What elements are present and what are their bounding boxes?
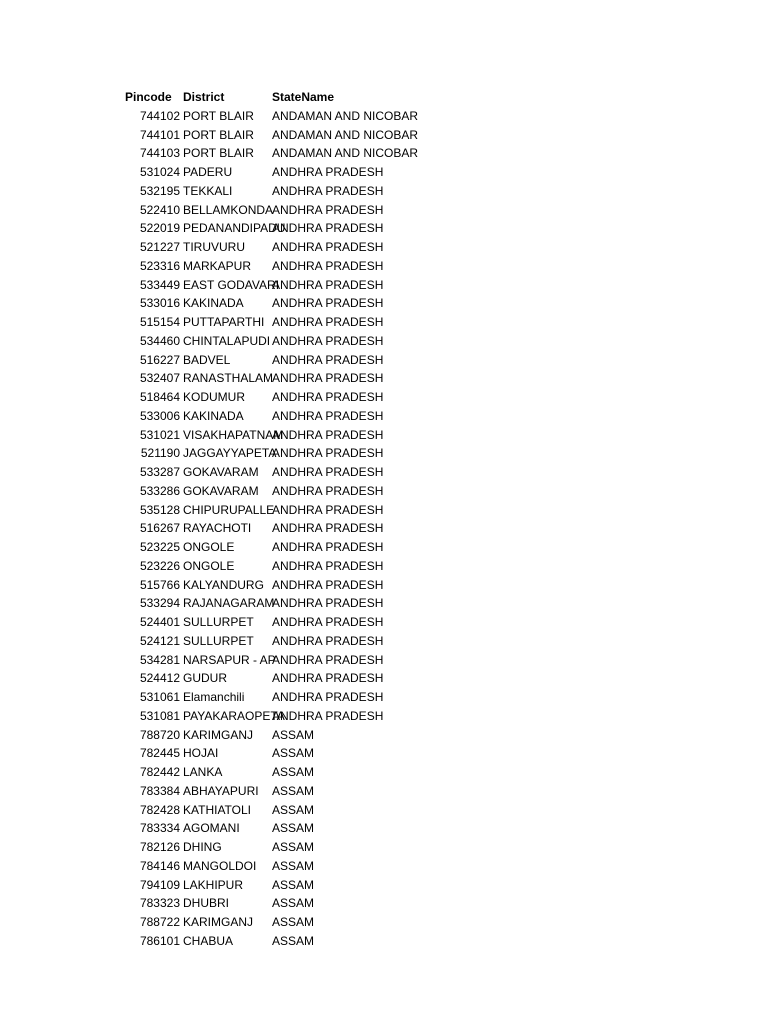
district-cell: HOJAI [183, 746, 219, 761]
pincode-cell: 533286 [139, 483, 180, 498]
statename-cell: ASSAM [272, 765, 315, 779]
district-cell: EAST GODAVARI [183, 277, 280, 292]
district-cell: DHING [183, 840, 222, 854]
statename-cell: ASSAM [272, 821, 315, 836]
statename-cell: ANDHRA PRADESH [272, 446, 384, 461]
pincode-cell: 783323 [139, 896, 180, 911]
table-row [0, 632, 768, 651]
table-row [0, 388, 768, 407]
statename-cell: ANDHRA PRADESH [272, 296, 384, 311]
statename-cell: ANDHRA PRADESH [272, 540, 384, 554]
statename-cell: ASSAM [272, 858, 315, 873]
pincode-cell: 524412 [139, 671, 180, 686]
table-row [0, 726, 768, 745]
statename-cell: ANDHRA PRADESH [272, 165, 384, 179]
table-row [0, 763, 768, 782]
table-row [0, 744, 768, 763]
statename-cell: ASSAM [272, 727, 315, 742]
table-row [0, 519, 768, 538]
statename-cell: ANDHRA PRADESH [272, 371, 384, 386]
table-row [0, 594, 768, 613]
pincode-cell: 524121 [139, 633, 180, 648]
district-cell: KODUMUR [183, 390, 245, 404]
statename-cell: ANDHRA PRADESH [272, 690, 384, 704]
pincode-cell: 533287 [139, 465, 180, 479]
table-row [0, 857, 768, 876]
pincode-cell: 533006 [139, 408, 180, 423]
district-cell: NARSAPUR - AP [183, 652, 276, 667]
district-cell: VISAKHAPATNAM [183, 427, 284, 442]
district-cell: AGOMANI [183, 821, 240, 836]
district-cell: JAGGAYYAPETA [183, 446, 277, 461]
pincode-cell: 523225 [139, 540, 180, 554]
pincode-cell: 533294 [139, 596, 180, 611]
table-row [0, 444, 768, 463]
district-cell: PADERU [183, 165, 233, 179]
table-row [0, 163, 768, 182]
pincode-cell: 533016 [139, 296, 180, 311]
statename-cell: ANDHRA PRADESH [272, 558, 384, 573]
table-row [0, 801, 768, 820]
table-row [0, 557, 768, 576]
pincode-cell: 744102 [139, 108, 180, 123]
district-cell: GUDUR [183, 671, 227, 686]
table-row [0, 782, 768, 801]
district-cell: KAKINADA [183, 296, 244, 311]
statename-cell: ANDHRA PRADESH [272, 183, 384, 198]
pincode-cell: 516267 [139, 521, 180, 536]
pincode-cell: 782428 [139, 802, 180, 817]
statename-cell: ANDHRA PRADESH [272, 352, 384, 367]
pincode-cell: 794109 [139, 877, 180, 892]
pincode-cell: 535128 [139, 502, 180, 517]
table-row [0, 369, 768, 388]
pincode-cell: 534281 [139, 652, 180, 667]
table-row [0, 576, 768, 595]
statename-cell: ASSAM [272, 933, 315, 948]
statename-cell: ASSAM [272, 896, 315, 911]
table-row [0, 482, 768, 501]
district-cell: ABHAYAPURI [183, 783, 259, 798]
table-row [0, 219, 768, 238]
pincode-cell: 522019 [139, 221, 180, 236]
table-row [0, 613, 768, 632]
table-row [0, 126, 768, 145]
pincode-cell: 533449 [139, 277, 180, 292]
district-cell: PORT BLAIR [183, 146, 254, 161]
statename-cell: ANDHRA PRADESH [272, 521, 384, 536]
district-cell: ONGOLE [183, 558, 235, 573]
statename-cell: ASSAM [272, 802, 315, 817]
district-cell: PAYAKARAOPETA [183, 708, 285, 723]
district-cell: PEDANANDIPADU [183, 221, 286, 236]
statename-cell: ANDHRA PRADESH [272, 671, 384, 686]
district-cell: CHINTALAPUDI [183, 333, 271, 348]
header-district: District [183, 90, 225, 104]
statename-cell: ANDHRA PRADESH [272, 240, 384, 254]
statename-cell: ANDAMAN AND NICOBAR [272, 146, 419, 161]
statename-cell: ANDHRA PRADESH [272, 315, 384, 329]
table-row [0, 144, 768, 163]
district-cell: PUTTAPARTHI [183, 315, 265, 329]
table-row [0, 257, 768, 276]
district-cell: CHABUA [183, 933, 234, 948]
pincode-cell: 783384 [139, 783, 180, 798]
pincode-cell: 521190 [140, 446, 180, 461]
district-cell: KALYANDURG [183, 577, 264, 592]
table-row [0, 182, 768, 201]
statename-cell: ANDHRA PRADESH [272, 615, 384, 629]
statename-cell: ANDHRA PRADESH [272, 596, 384, 611]
statename-cell: ANDHRA PRADESH [272, 333, 384, 348]
district-cell: LAKHIPUR [183, 877, 244, 892]
table-row [0, 932, 768, 951]
district-cell: LANKA [183, 765, 223, 779]
pincode-cell: 532407 [139, 371, 180, 386]
statename-cell: ANDHRA PRADESH [272, 502, 384, 517]
district-cell: KATHIATOLI [183, 802, 252, 817]
pincode-cell: 522410 [139, 202, 180, 217]
district-cell: SULLURPET [183, 615, 254, 629]
table-row [0, 688, 768, 707]
district-cell: DHUBRI [183, 896, 230, 911]
statename-cell: ASSAM [272, 746, 315, 761]
statename-cell: ANDHRA PRADESH [272, 708, 384, 723]
table-row [0, 276, 768, 295]
pincode-cell: 788722 [139, 915, 180, 929]
pincode-cell: 531061 [139, 690, 180, 704]
statename-cell: ANDHRA PRADESH [272, 390, 384, 404]
table-row [0, 107, 768, 126]
statename-cell: ASSAM [272, 915, 315, 929]
pincode-cell: 531021 [139, 427, 180, 442]
statename-cell: ANDHRA PRADESH [272, 577, 384, 592]
district-cell: CHIPURUPALLE [183, 502, 275, 517]
table-row [0, 407, 768, 426]
table-row [0, 426, 768, 445]
table-row [0, 538, 768, 557]
pincode-cell: 523226 [139, 558, 180, 573]
table-row [0, 894, 768, 913]
statename-cell: ANDHRA PRADESH [272, 465, 384, 479]
pincode-cell: 782126 [139, 840, 180, 854]
statename-cell: ANDHRA PRADESH [272, 202, 384, 217]
table-row [0, 819, 768, 838]
district-cell: KARIMGANJ [183, 727, 254, 742]
pincode-cell: 744101 [139, 127, 180, 142]
statename-cell: ASSAM [272, 877, 315, 892]
pincode-cell: 532195 [139, 183, 180, 198]
district-cell: RANASTHALAM [183, 371, 274, 386]
table-row [0, 669, 768, 688]
table-row [0, 313, 768, 332]
table-row [0, 351, 768, 370]
district-cell: GOKAVARAM [183, 483, 259, 498]
district-cell: RAJANAGARAM [183, 596, 275, 611]
district-cell: TIRUVURU [183, 240, 245, 254]
statename-cell: ANDHRA PRADESH [272, 652, 384, 667]
pincode-table [0, 88, 768, 951]
statename-cell: ANDAMAN AND NICOBAR [272, 127, 419, 142]
district-cell: PORT BLAIR [183, 127, 254, 142]
table-row [0, 332, 768, 351]
table-header-row [0, 88, 768, 107]
table-row [0, 294, 768, 313]
table-row [0, 463, 768, 482]
statename-cell: ANDHRA PRADESH [272, 483, 384, 498]
district-cell: KAKINADA [183, 408, 244, 423]
table-row [0, 501, 768, 520]
table-row [0, 876, 768, 895]
district-cell: ONGOLE [183, 540, 235, 554]
pincode-cell: 786101 [139, 933, 180, 948]
statename-cell: ANDHRA PRADESH [272, 277, 384, 292]
header-statename: StateName [272, 90, 335, 104]
pincode-cell: 531081 [139, 708, 180, 723]
statename-cell: ASSAM [272, 783, 315, 798]
district-cell: GOKAVARAM [183, 465, 259, 479]
district-cell: BADVEL [183, 352, 231, 367]
district-cell: PORT BLAIR [183, 108, 254, 123]
statename-cell: ANDHRA PRADESH [272, 221, 384, 236]
statename-cell: ASSAM [272, 840, 315, 854]
pincode-cell: 515154 [139, 315, 180, 329]
pincode-cell: 744103 [139, 146, 180, 161]
pincode-cell: 521227 [139, 240, 180, 254]
statename-cell: ANDAMAN AND NICOBAR [272, 108, 419, 123]
pincode-cell: 531024 [139, 165, 180, 179]
pincode-cell: 523316 [139, 258, 180, 273]
pincode-cell: 534460 [139, 333, 180, 348]
statename-cell: ANDHRA PRADESH [272, 408, 384, 423]
pincode-cell: 515766 [139, 577, 180, 592]
table-row [0, 201, 768, 220]
district-cell: BELLAMKONDA [183, 202, 274, 217]
pincode-cell: 516227 [139, 352, 180, 367]
statename-cell: ANDHRA PRADESH [272, 258, 384, 273]
pincode-cell: 524401 [139, 615, 180, 629]
district-cell: RAYACHOTI [183, 521, 252, 536]
table-row [0, 913, 768, 932]
pincode-cell: 782442 [139, 765, 180, 779]
table-row [0, 838, 768, 857]
statename-cell: ANDHRA PRADESH [272, 427, 384, 442]
district-cell: MANGOLDOI [183, 858, 257, 873]
table-row [0, 707, 768, 726]
pincode-cell: 783334 [139, 821, 180, 836]
statename-cell: ANDHRA PRADESH [272, 633, 384, 648]
pincode-cell: 788720 [139, 727, 180, 742]
district-cell: SULLURPET [183, 633, 254, 648]
district-cell: Elamanchili [183, 690, 245, 704]
table-body [0, 107, 768, 951]
district-cell: TEKKALI [183, 183, 233, 198]
district-cell: KARIMGANJ [183, 915, 254, 929]
pincode-cell: 782445 [139, 746, 180, 761]
pincode-cell: 784146 [139, 858, 180, 873]
district-cell: MARKAPUR [183, 258, 252, 273]
pincode-cell: 518464 [139, 390, 180, 404]
header-pincode: Pincode [125, 90, 172, 104]
table-row [0, 651, 768, 670]
table-row [0, 238, 768, 257]
